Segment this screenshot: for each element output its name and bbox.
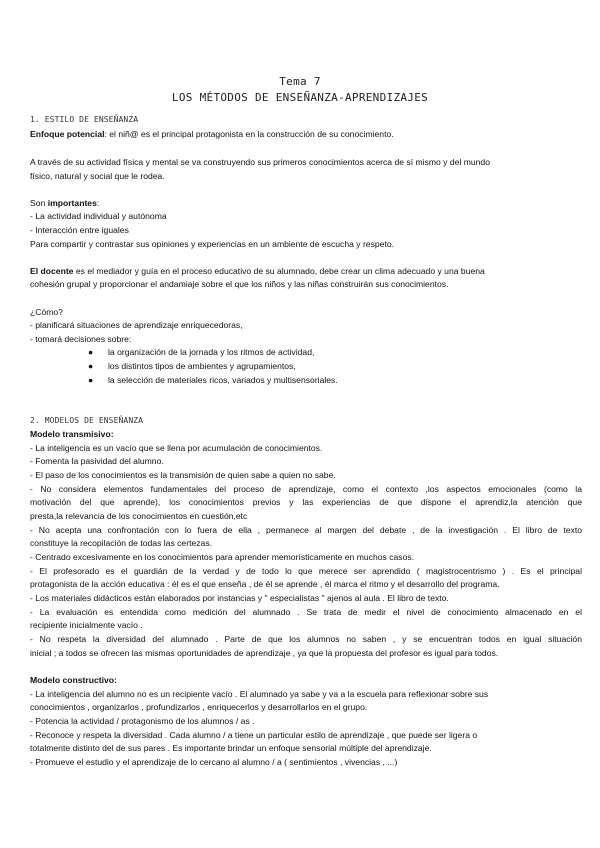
transmisivo-line: presta,la relevancia de los conocimientos en cuestión,etc (30, 511, 248, 521)
constructivo-line: - La inteligencia del alumno no es un recipiente vacío . El alumnado ya sabe y va a la escuela para reflexionar sobre sus (30, 689, 489, 699)
constructivo-line: - Promueve el estudio y el aprendizaje de lo cercano al alumno / a ( sentimientos , vivencias , ...) (30, 757, 398, 767)
bullet-item: los distintos tipos de ambientes y agrupamientos, (108, 361, 296, 371)
transmisivo-line: - El profesorado es el guardián de la verdad y de todo lo que merece ser aprendido ( magistrocentrismo ) . Es el principal (30, 566, 582, 576)
docente-text: es el mediador y guía en el proceso educativo de su alumnado, debe crear un clima adecuado y una buena (73, 266, 485, 276)
constructivo-line: - Reconoce y respeta la diversidad . Cada alumno / a tiene un particular estilo de aprendizaje , que puede ser ligera o (30, 730, 478, 740)
paragraph-line: A través de su actividad física y mental se va construyendo sus primeros conocimientos acerca de sí mismo y del mundo (30, 157, 490, 167)
docente-label: El docente (30, 266, 74, 276)
transmisivo-line: - No considera elementos fundamentales del proceso de aprendizaje, como el contexto ,los aspectos emocionales (como la (30, 484, 582, 494)
page-title: Tema 7 (279, 75, 321, 88)
transmisivo-line: recipiente inicialmente vacío . (30, 620, 143, 630)
bullet-icon: ● (88, 375, 94, 385)
transmisivo-line: constituye la recopilación de todas las certezas. (30, 538, 213, 548)
docente-line (30, 266, 582, 277)
list-item: - planificará situaciones de aprendizaje enriquecedoras, (30, 320, 243, 330)
paragraph-line: cohesión grupal y proporcionar el andamiaje sobre el que los niños y las niñas construirán sus conocimientos. (30, 279, 449, 289)
bullet-item: la selección de materiales ricos, variados y multisensoriales. (108, 375, 338, 385)
transmisivo-line: - La inteligencia es un vacío que se llena por acumulación de conocimientos. (30, 443, 323, 453)
enfoque-text: : el niñ@ es el principal protagonista en la construcción de su conocimiento. (104, 129, 394, 139)
list-item: - Interacción entre iguales (30, 225, 129, 235)
bullet-icon: ● (88, 347, 94, 357)
model-label-text: Modelo constructivo: (30, 675, 117, 685)
transmisivo-line: - No respeta la diversidad del alumnado . Parte de que los alumnos no saben , y se encuentran todos en igual situación (30, 634, 582, 644)
son-suffix: : (96, 198, 100, 208)
transmisivo-line: - La evaluación es entendida como medición del alumnado . Se trata de medir el nivel de conocimiento almacenado en el (30, 607, 582, 617)
transmisivo-line: - Centrado excesivamente en los conocimientos para aprender memorísticamente en muchos casos. (30, 552, 415, 562)
section-heading-estilo: 1. ESTILO DE ENSEÑANZA (30, 115, 139, 124)
son-bold: importantes (47, 198, 97, 208)
transmisivo-line: - Fomenta la pasividad del alumno. (30, 456, 164, 466)
model-label-text: Modelo transmisivo: (30, 429, 114, 439)
transmisivo-line: inicial ; a todos se ofrecen las mismas oportunidades de aprendizaje , ya que la propuesta del profesor es igual para todos. (30, 648, 499, 658)
son-prefix: Son (30, 198, 48, 208)
transmisivo-line: protagonista de la acción educativa : él es el que enseña , de él se aprende , él marca el ritmo y el desarrollo del programa. (30, 579, 500, 589)
transmisivo-line: - No acepta una confrontación con lo fuera de ella , permanece al margen del debate , de la investigación . El libro de texto (30, 525, 582, 535)
list-item: - tomará decisiones sobre: (30, 334, 132, 344)
bullet-icon: ● (88, 361, 94, 371)
transmisivo-line: - Los materiales didácticos están elaborados por instancias y " especialistas " ajenos al aula . El libro de texto. (30, 593, 449, 603)
transmisivo-line: motivación del que aprende), los conocimientos previos y las experiencias de que dispone el aprendiz,la atención que (30, 497, 582, 507)
bullet-item: la organización de la jornada y los ritmos de actividad, (108, 347, 315, 357)
constructivo-line: - Potencia la actividad / protagonismo de los alumnos / as . (30, 716, 255, 726)
transmisivo-line: - El paso de los conocimientos es la transmisión de quien sabe a quien no sabe. (30, 470, 336, 480)
enfoque-label: Enfoque potencial (30, 129, 105, 139)
model-constructivo-label (30, 675, 582, 686)
page-subtitle: LOS MÉTODOS DE ENSEÑANZA-APRENDIZAJES (171, 91, 429, 104)
section-heading-modelos: 2. MODELOS DE ENSEÑANZA (30, 416, 144, 425)
paragraph-line: físico, natural y social que le rodea. (30, 171, 165, 181)
enfoque-line (30, 129, 582, 140)
list-item: Para compartir y contrastar sus opiniones y experiencias en un ambiente de escucha y respeto. (30, 239, 394, 249)
list-item: - La actividad individual y autónoma (30, 211, 167, 221)
constructivo-line: conocimientos , organizarlos , profundizarlos , enriquecerlos y desarrollarlos en el grupo. (30, 702, 368, 712)
son-importantes-line (30, 198, 582, 209)
como-heading: ¿Cómo? (30, 307, 63, 317)
model-transmisivo-label (30, 429, 582, 440)
constructivo-line: totalmente distinto del de sus pares . Es importante brindar un enfoque sensorial múltiple del aprendizaje. (30, 743, 432, 753)
